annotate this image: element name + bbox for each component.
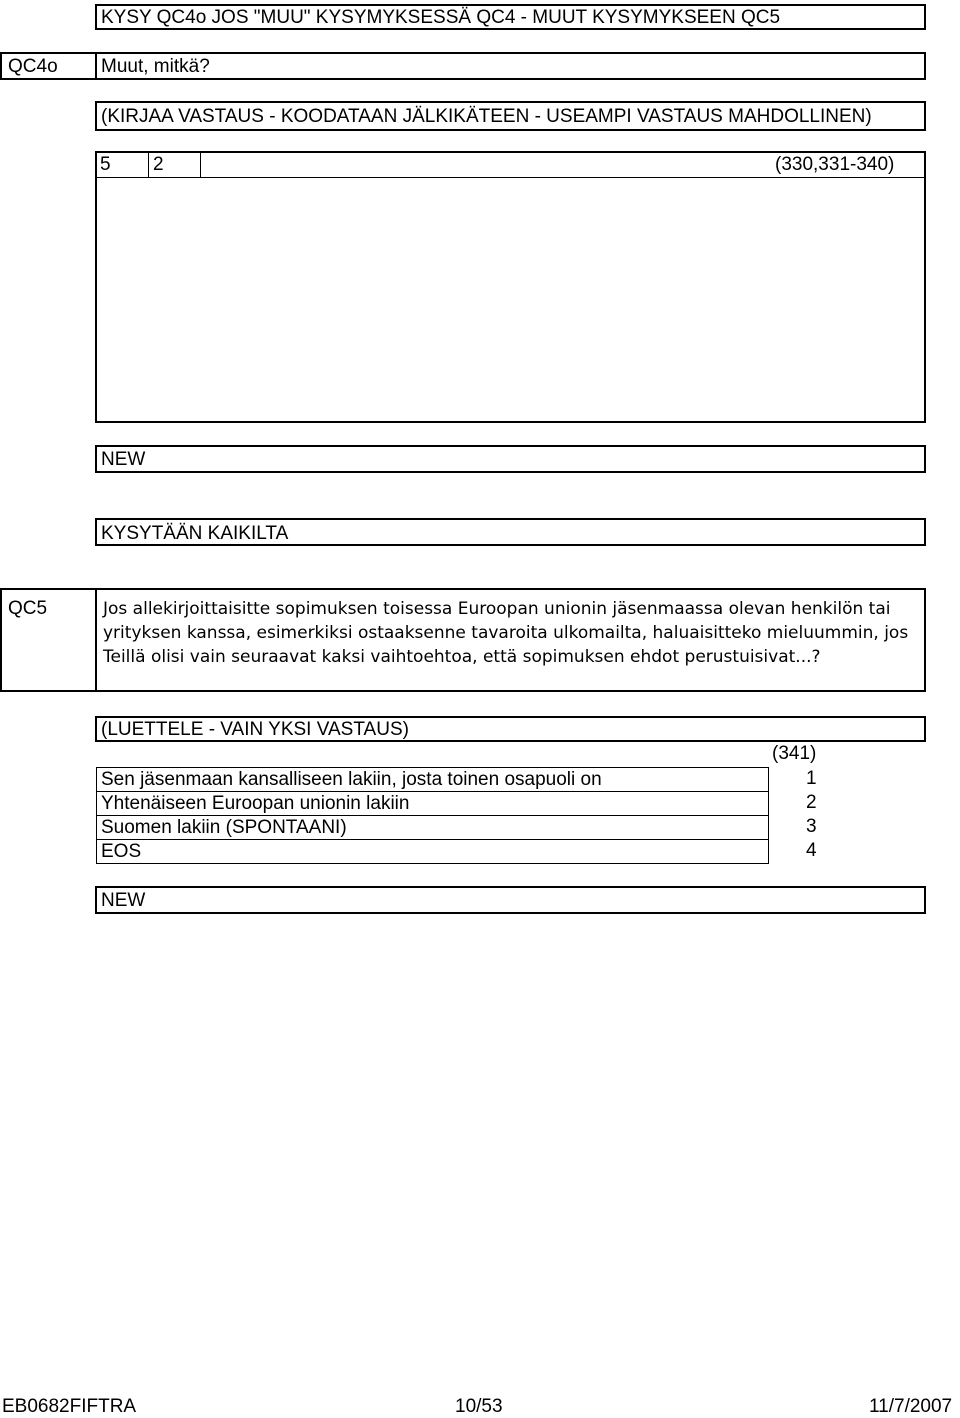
qc4o-answer-area[interactable] — [98, 180, 924, 420]
qc5-instruction-box — [95, 716, 926, 742]
qc4o-note-box — [95, 101, 926, 131]
qc4o-field-divider-1 — [148, 152, 149, 178]
option-code-3: 3 — [806, 816, 817, 837]
new-box-1 — [95, 445, 926, 473]
qc4o-field-b: 2 — [153, 154, 164, 175]
footer-doc-id: EB0682FIFTRA — [2, 1396, 137, 1417]
qc5-question-box — [95, 588, 926, 692]
option-label-3: Suomen lakiin (SPONTAANI) — [101, 817, 347, 838]
qc4o-note: (KIRJAA VASTAUS - KOODATAAN JÄLKIKÄTEEN - USEAMPI VASTAUS MAHDOLLINEN) — [101, 106, 872, 127]
qc5-instruction: (LUETTELE - VAIN YKSI VASTAUS) — [101, 719, 409, 740]
qc4o-code: QC4o — [8, 56, 58, 77]
qc4o-field-divider-2 — [200, 152, 201, 178]
instruction-box — [95, 4, 926, 30]
option-code-2: 2 — [806, 792, 817, 813]
option-row-1[interactable] — [96, 767, 769, 792]
option-label-2: Yhtenäiseen Euroopan unionin lakiin — [101, 793, 410, 814]
qc4o-question: Muut, mitkä? — [101, 56, 210, 77]
new-box-2 — [95, 886, 926, 914]
qc5-code: QC5 — [8, 598, 48, 619]
qc4o-answer-row-line — [96, 177, 925, 178]
option-code-4: 4 — [806, 840, 817, 861]
ask-all-label: KYSYTÄÄN KAIKILTA — [101, 523, 289, 544]
ask-all-box — [95, 518, 926, 546]
option-row-3[interactable] — [96, 815, 769, 840]
qc4o-question-box — [95, 52, 926, 80]
option-code-1: 1 — [806, 768, 817, 789]
option-label-4: EOS — [101, 841, 142, 862]
qc5-code-box — [0, 588, 97, 692]
instruction-text: KYSY QC4o JOS "MUU" KYSYMYKSESSÄ QC4 - MUUT KYSYMYKSEEN QC5 — [101, 7, 781, 28]
option-label-1: Sen jäsenmaan kansalliseen lakiin, josta toinen osapuoli on — [101, 769, 602, 790]
qc4o-columns: (330,331-340) — [775, 154, 895, 175]
new-label-1: NEW — [101, 449, 146, 470]
qc4o-field-a: 5 — [100, 154, 111, 175]
option-row-4[interactable] — [96, 839, 769, 864]
qc5-question: Jos allekirjoittaisitte sopimuksen toisessa Euroopan unionin jäsenmaassa olevan henkilön tai yrityksen kanssa, esimerkiksi ostaaksenne tavaroita ulkomailta, haluaisitteko mieluummin, jos Teillä olisi vain seuraavat kaksi vaihtoehtoa, että sopimuksen ehdot perustuisivat...? — [103, 599, 909, 667]
qc5-column: (341) — [772, 743, 817, 764]
new-label-2: NEW — [101, 890, 146, 911]
footer-date: 11/7/2007 — [869, 1396, 953, 1417]
qc4o-code-box — [0, 52, 97, 80]
option-row-2[interactable] — [96, 791, 769, 816]
footer-page: 10/53 — [455, 1396, 503, 1417]
